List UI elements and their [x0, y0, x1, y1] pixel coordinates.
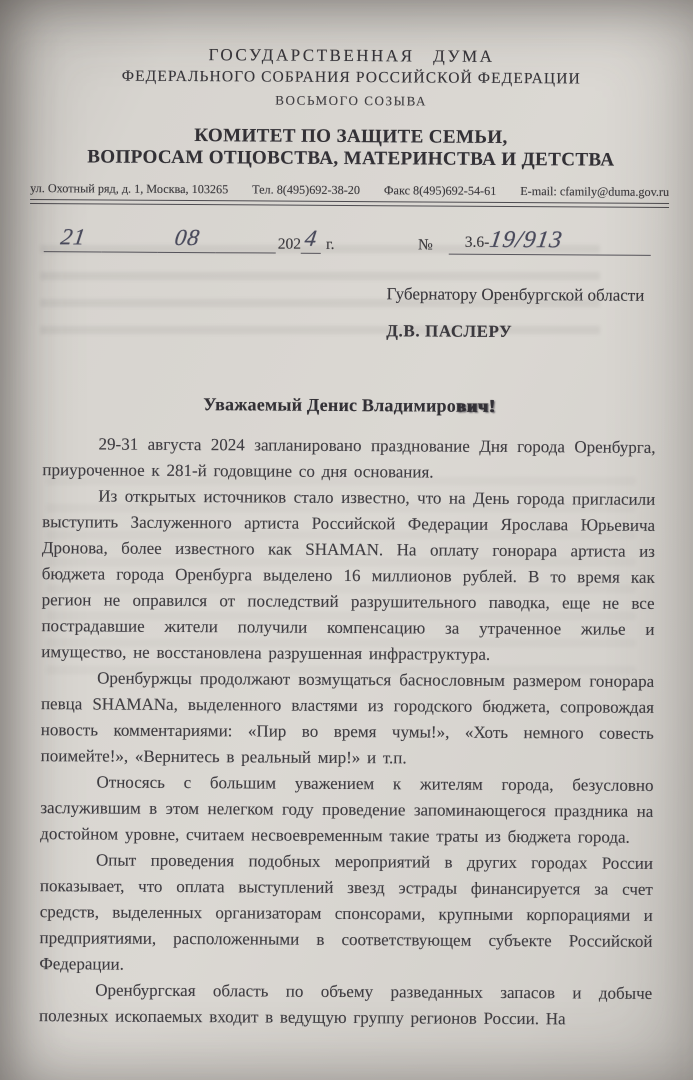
body-paragraph: Оренбуржцы продолжают возмущаться баснословным размером гонорара певца SHAMANа, выделенного властями из городского бюджета, сопровождая новость комментариями: «Пир во время чумы!», «Хоть немного совесть поимейте!», «Вернитесь в реальный мир!» и т.п. [40, 668, 655, 768]
contact-info-row [30, 181, 669, 200]
org-name-line2: ФЕДЕРАЛЬНОГО СОБРАНИЯ РОССИЙСКОЙ ФЕДЕРАЦИИ [121, 67, 581, 88]
fax-number: Факс 8(495)692-54-61 [383, 183, 497, 198]
org-name-line1: ГОСУДАРСТВЕННАЯ ДУМА [208, 45, 495, 66]
date-month-field [158, 224, 216, 253]
postal-address: ул. Охотный ряд, д. 1, Москва, 103265 [30, 181, 229, 197]
handwritten-month: 08 [172, 224, 202, 251]
date-day-field [44, 224, 102, 252]
date-blank-underline [216, 230, 276, 253]
addressee-title: Губернатору Оренбургской области [386, 284, 645, 305]
handwritten-year-digit: 4 [303, 225, 320, 251]
outgoing-number-block [417, 226, 651, 255]
body-paragraph: Относясь с большим уважением к жителям города, безусловно заслужившим в этом нелегком году проведение запоминающегося праздника на достойном уровне, считаем несвоевременным такие траты из бюджета города. [40, 772, 654, 847]
printed-number-prefix: 3.6- [464, 233, 490, 251]
body-paragraph: 29-31 августа 2024 запланировано празднование Дня города Оренбурга, приуроченное к 281-й годовщине со дня основания. [42, 434, 656, 482]
date-blank-underline [102, 229, 158, 252]
salutation-line [43, 393, 656, 418]
addressee-block [386, 284, 656, 343]
body-paragraph: Опыт проведения подобных мероприятий в других городах России показывает, что оплата выступлений звезд эстрады финансируется за счет средств, выделенных организаторам спонсорами, крупными корпорациями и предприятиями, расположенными в соответствующем субъекте Российской Федерации. [39, 850, 654, 974]
salutation-smudged-ending: вич! [455, 395, 496, 416]
committee-name-line1: КОМИТЕТ ПО ЗАЩИТЕ СЕМЬИ, [194, 125, 508, 148]
date-year-field [301, 225, 321, 254]
handwritten-number: 19/913 [487, 226, 564, 254]
email-address: E-mail: cfamily@duma.gov.ru [520, 184, 670, 199]
reference-row [44, 216, 657, 256]
letterhead-double-rule [30, 199, 669, 208]
year-suffix: г. [326, 235, 335, 253]
body-paragraph: Из открытых источников стало известно, что на День города пригласили выступить Заслуженного артиста Российской Федерации Ярослава Юрьевича Дронова, более известного как SHAMAN. На оплату гонорара артиста из бюджета города Оренбурга выделено 16 миллионов рублей. В то время как регион не оправился от последствий разрушительного паводка, еще не все пострадавшие жители получили компенсацию за утраченное жилье и имущество, не восстановлена разрушенная инфраструктура. [41, 486, 656, 664]
org-convocation-line: ВОСЬМОГО СОЗЫВА [275, 92, 428, 109]
printed-year-prefix: 202 [277, 235, 302, 253]
salutation-text: Уважаемый Денис Владимиро [203, 394, 457, 416]
committee-name-line2: ВОПРОСАМ ОТЦОВСТВА, МАТЕРИНСТВА И ДЕТСТВА [87, 146, 615, 171]
number-sign: № [417, 236, 433, 254]
body-paragraph: Оренбургская область по объему разведанных запасов и добыче полезных ископаемых входит в ведущую группу регионов России. На [39, 980, 653, 1029]
handwritten-day: 21 [58, 224, 88, 250]
addressee-name: Д.В. ПАСЛЕРУ [386, 321, 513, 342]
phone-number: Тел. 8(495)692-38-20 [252, 182, 361, 198]
letter-body [39, 431, 656, 1033]
outgoing-number-field [449, 226, 651, 256]
